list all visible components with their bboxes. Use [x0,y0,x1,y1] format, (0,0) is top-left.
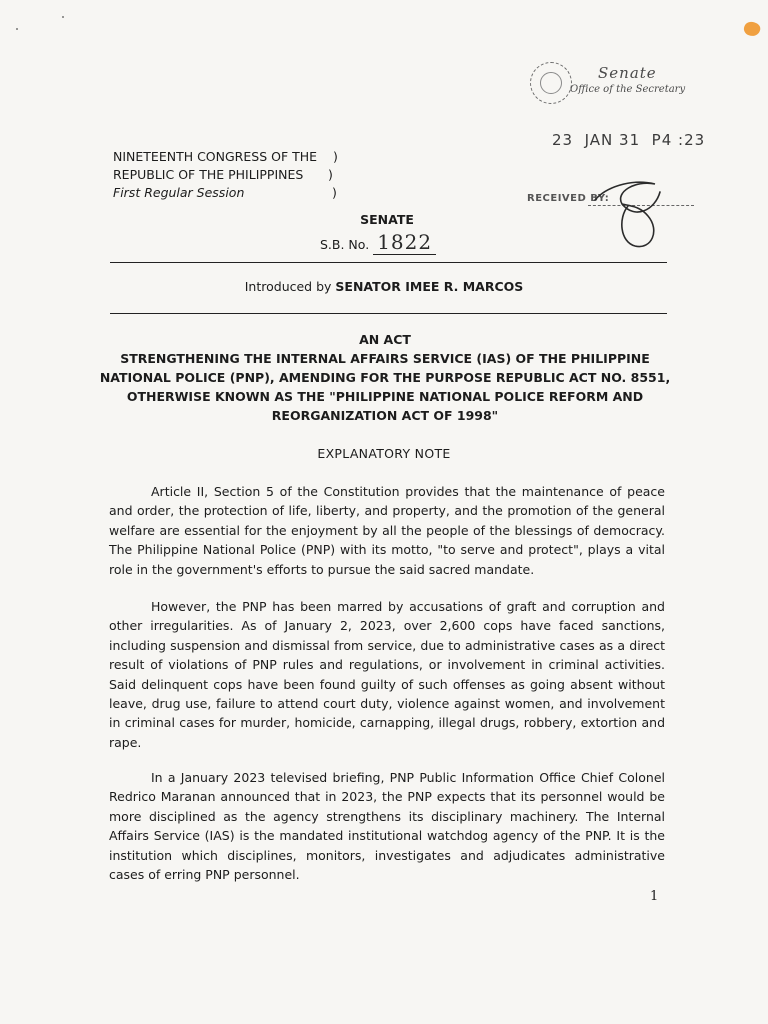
scan-speck [62,16,64,18]
bill-label: S.B. No. [320,237,370,252]
congress-line-1: NINETEENTH CONGRESS OF THE [113,149,318,164]
paragraph: However, the PNP has been marred by accusations of graft and corruption and other irregularities. As of January 2, 2023, over 2,600 cops have faced sanctions, including suspension and dismissal from service, due to administrative cases as a direct result of violations of PNP rules and regulations, or involvement in criminal activities. Said delinquent cops have been found guilty of such offenses as going absent without leave, drug use, failure to attend court duty, violence against women, and involvement in criminal cases for murder, homicide, carnapping, illegal drugs, robbery, extortion and rape. [109,599,665,750]
bill-number: 1822 [373,230,436,255]
stamp-subtitle: Office of the Secretary [570,84,686,95]
act-heading: AN ACT [359,332,411,347]
divider [110,262,667,263]
paren: ) [333,149,338,164]
paragraph: In a January 2023 televised briefing, PNP Public Information Office Chief Colonel Redrico Maranan announced that in 2023, the PNP expects that its personnel would be more disciplined as the agency strengthens its disciplinary machinery. The Internal Affairs Service (IAS) is the mandated institutional watchdog agency of the PNP. It is the institution which disciplines, monitors, investigates and adjudicates administrative cases of erring PNP personnel. [109,770,665,883]
session-label: First Regular Session [113,185,245,200]
congress-header [113,148,338,202]
act-title-block [90,330,680,425]
page-number: 1 [650,889,659,904]
introduced-by-line [0,279,768,294]
introduced-prefix: Introduced by [244,279,332,294]
act-title: STRENGTHENING THE INTERNAL AFFAIRS SERVICE (IAS) OF THE PHILIPPINE NATIONAL POLICE (PNP), AMENDING FOR THE PURPOSE REPUBLIC ACT NO. 8551, OTHERWISE KNOWN AS THE "PHILIPPINE NATIONAL POLICE REFORM AND REORGANIZATION ACT OF 1998" [99,351,671,423]
stamp-timestamp: 23 JAN 31 P4 :23 [552,131,706,149]
divider [110,313,667,314]
paragraph: Article II, Section 5 of the Constitution provides that the maintenance of peace and order, the protection of life, liberty, and property, and the promotion of the general welfare are essential for the enjoyment by all the people of the blessings of democracy. The Philippine National Police (PNP) with its motto, "to serve and protect", plays a vital role in the government's efforts to pursue the said sacred mandate. [109,484,665,577]
stamp-title: Senate [598,64,657,82]
scan-speck [16,28,18,30]
scan-smudge [742,20,762,39]
author-name: SENATOR IMEE R. MARCOS [335,279,524,294]
paren: ) [328,167,333,182]
received-by-label: RECEIVED BY: [527,193,610,204]
bill-number-line [320,230,436,255]
explanatory-note-heading: EXPLANATORY NOTE [317,446,451,461]
congress-line-2: REPUBLIC OF THE PHILIPPINES [113,167,304,182]
chamber-label: SENATE [360,212,414,227]
paren: ) [332,185,337,200]
senate-seal-icon [530,62,572,104]
